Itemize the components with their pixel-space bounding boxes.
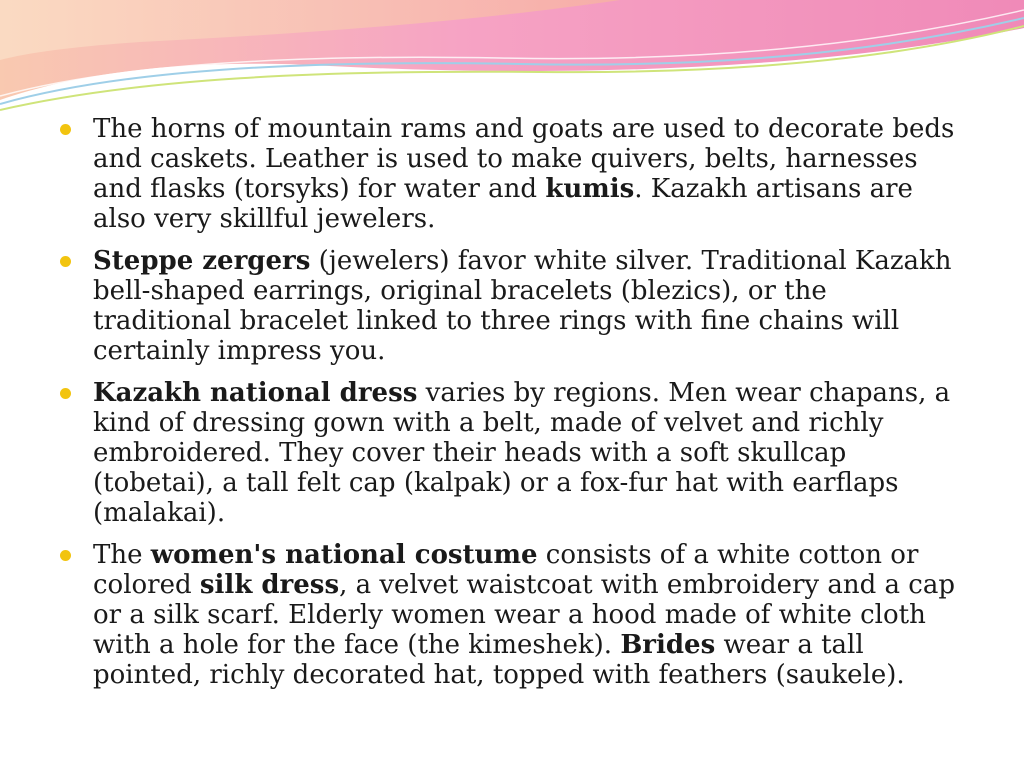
body-text: consists of a white cotton or colored	[93, 540, 919, 600]
bullet-item	[60, 114, 960, 234]
bold-text: Brides	[620, 630, 716, 660]
decorative-banner	[0, 0, 1024, 120]
body-text: The horns of mountain rams and goats are used to decorate beds and caskets. Leather is used to make quivers, belts, harnesses and flasks (torsyks) for water and	[93, 114, 955, 204]
bold-text: Steppe zergers	[93, 246, 311, 276]
bullet-dot-icon	[60, 256, 71, 267]
body-text: The	[93, 540, 151, 570]
bullet-dot-icon	[60, 550, 71, 561]
bullet-item	[60, 540, 960, 690]
bullet-dot-icon	[60, 124, 71, 135]
bold-text: silk dress	[199, 570, 340, 600]
bold-text: kumis	[545, 174, 635, 204]
bullet-dot-icon	[60, 388, 71, 399]
body-text: varies by regions. Men wear chapans, a kind of dressing gown with a belt, made of velvet and richly embroidered. They cover their heads with a soft skullcap (tobetai), a tall felt cap (kalpak) or a fox-fur hat with earflaps (malakai).	[93, 378, 951, 528]
bullet-list-container	[60, 114, 960, 702]
bold-text: Kazakh national dress	[93, 378, 418, 408]
bullet-list	[60, 114, 960, 690]
bullet-item	[60, 246, 960, 366]
body-text: , a velvet waistcoat with embroidery and a cap or a silk scarf. Elderly women wear a hood made of white cloth with a hole for the face (the kimeshek).	[93, 570, 955, 660]
body-text: wear a tall pointed, richly decorated hat, topped with feathers (saukele).	[93, 630, 905, 690]
bullet-item	[60, 378, 960, 528]
body-text: (jewelers) favor white silver. Traditional Kazakh bell-shaped earrings, original bracelets (blezics), or the traditional bracelet linked to three rings with fine chains will certainly impress you.	[93, 246, 952, 366]
body-text: . Kazakh artisans are also very skillful jewelers.	[93, 174, 913, 234]
bold-text: women's national costume	[150, 540, 538, 570]
